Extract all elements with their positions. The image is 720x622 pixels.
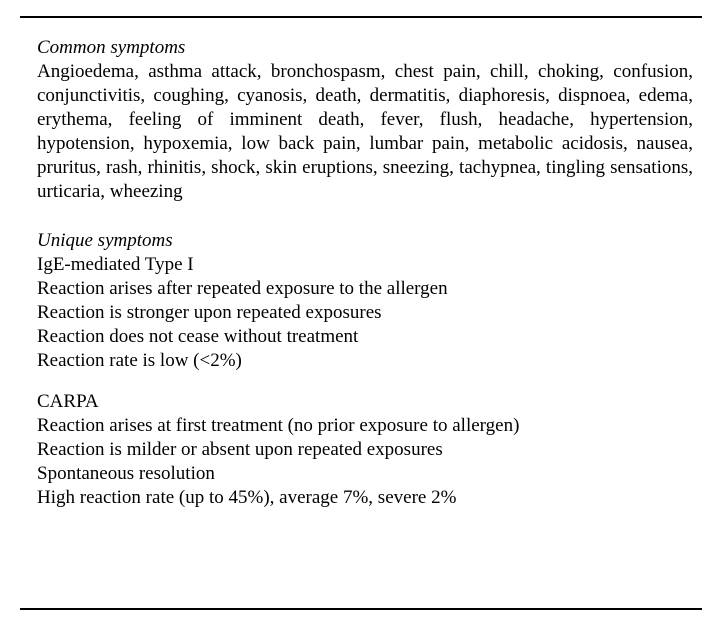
common-symptoms-heading: Common symptoms [37, 37, 186, 58]
ige-item: Reaction rate is low (<2%) [37, 350, 242, 371]
ige-type-title: IgE-mediated Type I [37, 254, 194, 275]
top-rule [20, 16, 702, 18]
unique-symptoms-heading: Unique symptoms [37, 230, 173, 251]
section-spacer [37, 204, 702, 229]
symptoms-table [37, 36, 702, 510]
carpa-item: High reaction rate (up to 45%), average 7%, severe 2% [37, 487, 457, 508]
ige-item: Reaction arises after repeated exposure to the allergen [37, 278, 448, 299]
bottom-rule [20, 608, 702, 610]
ige-item: Reaction does not cease without treatment [37, 326, 359, 347]
carpa-item: Spontaneous resolution [37, 463, 215, 484]
carpa-item: Reaction arises at first treatment (no prior exposure to allergen) [37, 415, 520, 436]
ige-item: Reaction is stronger upon repeated exposures [37, 302, 382, 323]
subsection-spacer [37, 373, 702, 390]
carpa-item: Reaction is milder or absent upon repeated exposures [37, 439, 443, 460]
common-symptoms-list: Angioedema, asthma attack, bronchospasm, chest pain, chill, choking, confusion, conjunctivitis, coughing, cyanosis, death, dermatitis, diaphoresis, dispnoea, edema, erythema, feeling of imminent death, fever, flush, headache, hypertension, hypotension, hypoxemia, low back pain, lumbar pain, metabolic acidosis, nausea, pruritus, rash, rhinitis, shock, skin eruptions, sneezing, tachypnea, tingling sensations, urticaria, wheezing [37, 61, 693, 202]
carpa-title: CARPA [37, 391, 99, 412]
